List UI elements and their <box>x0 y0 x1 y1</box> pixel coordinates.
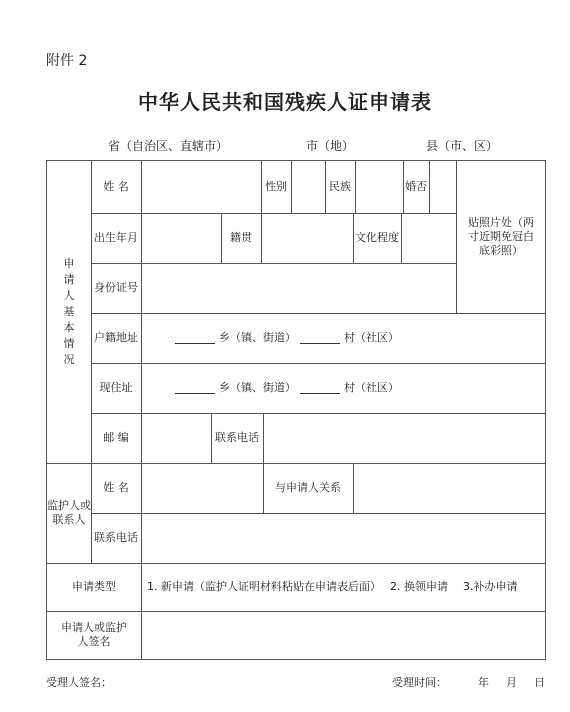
region-province: 省（自治区、直辖市） <box>108 139 229 153</box>
attachment-label: 附件 2 <box>46 53 88 69</box>
application-type-option-exchange[interactable]: 2. 换领申请 <box>390 580 448 594</box>
postal-code-label: 邮 编 <box>103 431 129 445</box>
id-number-label: 身份证号 <box>94 281 138 295</box>
signature-label: 申请人或监护人签名 <box>61 621 127 648</box>
signature-field[interactable] <box>141 611 546 659</box>
receiver-signature-label: 受理人签名： <box>46 676 112 689</box>
household-village-text: 村（社区） <box>344 331 399 345</box>
current-township-text: 乡（镇、街道） <box>219 381 296 395</box>
form-title: 中华人民共和国残疾人证申请表 <box>138 90 432 114</box>
current-address-field[interactable] <box>171 363 471 413</box>
postal-code-field[interactable] <box>141 413 211 463</box>
ethnicity-field[interactable] <box>355 161 403 213</box>
photo-area: 贴照片处（两寸近期免冠白底彩照） <box>468 216 534 257</box>
name-label: 姓 名 <box>103 180 129 194</box>
native-place-label: 籍贯 <box>230 231 252 245</box>
guardian-relation-field[interactable] <box>353 463 546 513</box>
application-type-option-reissue[interactable]: 3.补办申请 <box>463 580 518 594</box>
marital-field[interactable] <box>429 161 456 213</box>
guardian-name-label: 姓 名 <box>103 481 129 495</box>
guardian-relation-label: 与申请人关系 <box>275 481 341 495</box>
region-county: 县（市、区） <box>426 139 499 153</box>
name-field[interactable] <box>141 161 261 213</box>
guardian-section-label: 监护人或联系人 <box>47 499 91 526</box>
month-label: 月 <box>506 676 517 689</box>
household-address-label: 户籍地址 <box>94 331 138 345</box>
year-label: 年 <box>478 676 489 689</box>
application-type-option-new[interactable]: 1. 新申请（监护人证明材料粘贴在申请表后面） <box>147 580 381 594</box>
day-label: 日 <box>534 676 545 689</box>
gender-label: 性别 <box>265 180 287 194</box>
ethnicity-label: 民族 <box>329 180 351 194</box>
education-label: 文化程度 <box>355 231 399 245</box>
application-form-table <box>46 160 546 660</box>
gender-field[interactable] <box>291 161 325 213</box>
marital-label: 婚否 <box>405 180 427 194</box>
contact-phone-field[interactable] <box>263 413 546 463</box>
region-city: 市（地） <box>306 139 355 153</box>
applicant-section-label: 申请人基本情况 <box>63 257 75 366</box>
current-address-label: 现住址 <box>99 381 133 395</box>
guardian-phone-field[interactable] <box>141 513 546 563</box>
application-type-label: 申请类型 <box>72 580 116 594</box>
native-place-field[interactable] <box>261 213 353 263</box>
guardian-name-field[interactable] <box>141 463 263 513</box>
birth-date-field[interactable] <box>141 213 221 263</box>
guardian-phone-label: 联系电话 <box>94 531 138 545</box>
household-address-field[interactable] <box>171 313 471 363</box>
id-number-field[interactable] <box>141 263 456 313</box>
contact-phone-label: 联系电话 <box>215 431 259 445</box>
receive-time-label: 受理时间： <box>392 676 447 689</box>
household-township-text: 乡（镇、街道） <box>219 331 296 345</box>
current-village-text: 村（社区） <box>344 381 399 395</box>
education-field[interactable] <box>401 213 456 263</box>
birth-date-label: 出生年月 <box>94 231 138 245</box>
